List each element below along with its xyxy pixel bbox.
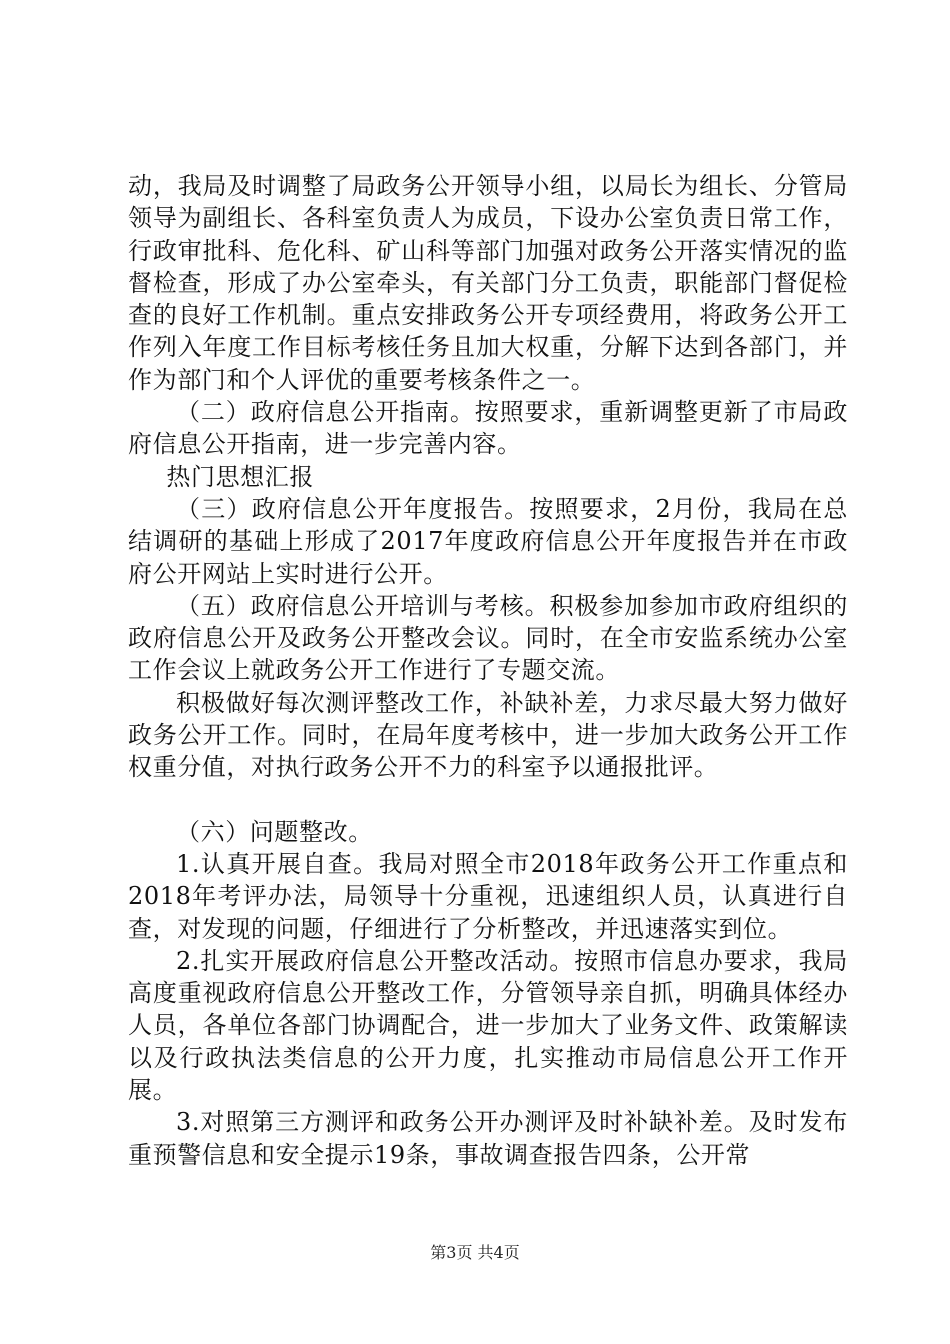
paragraph-self-inspection: 1.认真开展自查。我局对照全市2018年政务公开工作重点和2018年考评办法，局领导十分重视，迅速组织人员，认真进行自查，对发现的问题，仔细进行了分析整改，并迅速落实到位。 bbox=[128, 849, 848, 943]
paragraph-training-assessment: （五）政府信息公开培训与考核。积极参加参加市政府组织的政府信息公开及政务公开整改会议。同时，在全市安监系统办公室工作会议上就政务公开工作进行了专题交流。 bbox=[128, 591, 848, 685]
paragraph-annual-report: （三）政府信息公开年度报告。按照要求，2月份，我局在总结调研的基础上形成了2017年度政府信息公开年度报告并在市政府公开网站上实时进行公开。 bbox=[128, 494, 848, 588]
paragraph-leadership-mechanism: 动，我局及时调整了局政务公开领导小组，以局长为组长、分管局领导为副组长、各科室负责人为成员，下设办公室负责日常工作，行政审批科、危化科、矿山科等部门加强对政务公开落实情况的监督检查，形成了办公室牵头，有关部门分工负责，职能部门督促检查的良好工作机制。重点安排政务公开专项经费用，将政务公开工作列入年度工作目标考核任务且加大权重，分解下达到各部门，并作为部门和个人评优的重要考核条件之一。 bbox=[128, 172, 848, 394]
document-body bbox=[128, 170, 848, 1171]
paragraph-third-party-assessment: 3.对照第三方测评和政务公开办测评及时补缺补差。及时发布重预警信息和安全提示19条，事故调查报告四条，公开常 bbox=[128, 1108, 848, 1169]
paragraph-issue-rectification-heading: （六）问题整改。 bbox=[176, 817, 373, 846]
paragraph-hot-report-label: 热门思想汇报 bbox=[166, 462, 314, 491]
paragraph-info-guide: （二）政府信息公开指南。按照要求，重新调整更新了市局政府信息公开指南，进一步完善内容。 bbox=[128, 398, 848, 459]
page-footer: 第3页 共4页 bbox=[430, 1243, 520, 1262]
paragraph-info-rectification: 2.扎实开展政府信息公开整改活动。按照市信息办要求，我局高度重视政府信息公开整改工作，分管领导亲自抓，明确具体经办人员，各单位各部门协调配合，进一步加大了业务文件、政策解读以及行政执法类信息的公开力度，扎实推动市局信息公开工作开展。 bbox=[128, 946, 848, 1105]
paragraph-rectification-effort: 积极做好每次测评整改工作，补缺补差，力求尽最大努力做好政务公开工作。同时，在局年度考核中，进一步加大政务公开工作权重分值，对执行政务公开不力的科室予以通报批评。 bbox=[128, 688, 848, 782]
